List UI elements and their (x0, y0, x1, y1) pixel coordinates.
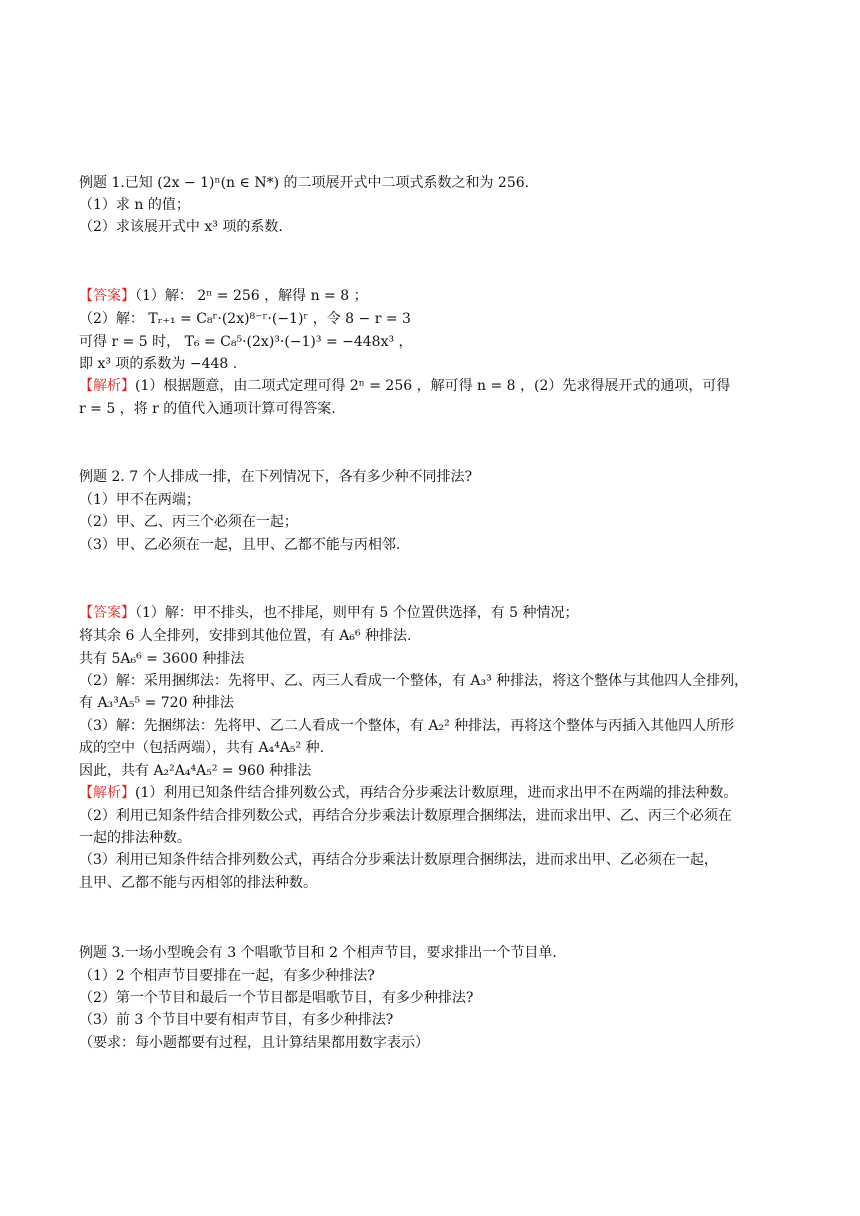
ex1-answer-line-1: 【答案】（1）解： 2ⁿ = 256 ，解得 n = 8 ； (79, 288, 368, 304)
ex2-answer-line-5: 有 A₃³A₅⁵ = 720 种排法 (79, 695, 234, 711)
ex1-question-2: （2）求该展开式中 x³ 项的系数. (79, 219, 283, 235)
analysis-tag: 【解析】 (79, 378, 135, 394)
ex2-answer-line-7: 成的空中（包括两端），共有 A₄⁴A₅² 种. (79, 740, 325, 756)
ex2-analysis-line-4: （3）利用已知条件结合排列数公式，再结合分步乘法计数原理合捆绑法，进而求出甲、乙必须在一起， (79, 852, 718, 868)
ex2-analysis-line-3: 一起的排法种数。 (79, 830, 191, 846)
ex3-requirement: （要求：每小题都要有过程，且计算结果都用数字表示） (79, 1035, 429, 1051)
ex2-analysis-line-2: （2）利用已知条件结合排列数公式，再结合分步乘法计数原理合捆绑法，进而求出甲、乙、丙三个必须在 (79, 808, 732, 824)
ex2-answer-line-3: 共有 5A₆⁶ = 3600 种排法 (79, 651, 245, 667)
ex2-answer-line-6: （3）解：先捆绑法：先将甲、乙二人看成一个整体，有 A₂² 种排法，再将这个整体与丙插入其他四人所形 (79, 718, 735, 734)
ex1-answer-line-3: 可得 r = 5 时， T₆ = C₈⁵·(2x)³·(−1)³ = −448x³ ， (79, 334, 413, 350)
ex1-question-1: （1）求 n 的值； (79, 197, 190, 213)
answer-tag: 【答案】 (79, 605, 135, 621)
ex2-title: 例题 2. 7 个人排成一排，在下列情况下，各有多少种不同排法? (79, 469, 473, 485)
ex1-analysis-line-1: 【解析】(1）根据题意，由二项式定理可得 2ⁿ = 256 ，解可得 n = 8 ，(2）先求得展开式的通项，可得 (79, 378, 731, 394)
ex2-analysis-line-5: 且甲、乙都不能与丙相邻的排法种数。 (79, 875, 317, 891)
ex2-question-1: （1）甲不在两端； (79, 492, 200, 508)
answer-tag: 【答案】 (79, 288, 135, 304)
analysis-tag: 【解析】 (79, 785, 135, 801)
ex3-question-1: （1）2 个相声节目要排在一起，有多少种排法? (79, 968, 375, 984)
ex1-title: 例题 1.已知 (2x − 1)ⁿ(n ∈ N*) 的二项展开式中二项式系数之和为 256. (79, 175, 530, 191)
ex2-analysis-line-1: 【解析】(1）利用已知条件结合排列数公式，再结合分步乘法计数原理，进而求出甲不在两端的排法种数。 (79, 785, 738, 801)
ex2-answer-line-2: 将其余 6 人全排列，安排到其他位置，有 A₆⁶ 种排法. (79, 628, 412, 644)
ex3-question-3: （3）前 3 个节目中要有相声节目，有多少种排法? (79, 1012, 394, 1028)
ex1-analysis-line-2: r = 5 ，将 r 的值代入通项计算可得答案. (79, 401, 336, 417)
ex2-answer-line-4: （2）解：采用捆绑法：先将甲、乙、丙三人看成一个整体，有 A₃³ 种排法，将这个整体与其他四人全排列， (79, 673, 749, 689)
ex3-title: 例题 3.一场小型晚会有 3 个唱歌节目和 2 个相声节目，要求排出一个节目单. (79, 945, 557, 961)
ex1-answer-line-2: （2）解： Tᵣ₊₁ = C₈ʳ·(2x)⁸⁻ʳ·(−1)ʳ ，令 8 − r = 3 (79, 311, 411, 327)
ex2-question-3: （3）甲、乙必须在一起，且甲、乙都不能与丙相邻. (79, 537, 401, 553)
ex2-question-2: （2）甲、乙、丙三个必须在一起； (79, 514, 298, 530)
ex3-question-2: （2）第一个节目和最后一个节目都是唱歌节目，有多少种排法? (79, 990, 474, 1006)
ex2-answer-line-1: 【答案】（1）解：甲不排头，也不排尾，则甲有 5 个位置供选择，有 5 种情况； (79, 605, 579, 621)
ex1-answer-line-4: 即 x³ 项的系数为 −448 . (79, 356, 238, 372)
ex2-answer-line-8: 因此，共有 A₂²A₄⁴A₅² = 960 种排法 (79, 763, 312, 779)
